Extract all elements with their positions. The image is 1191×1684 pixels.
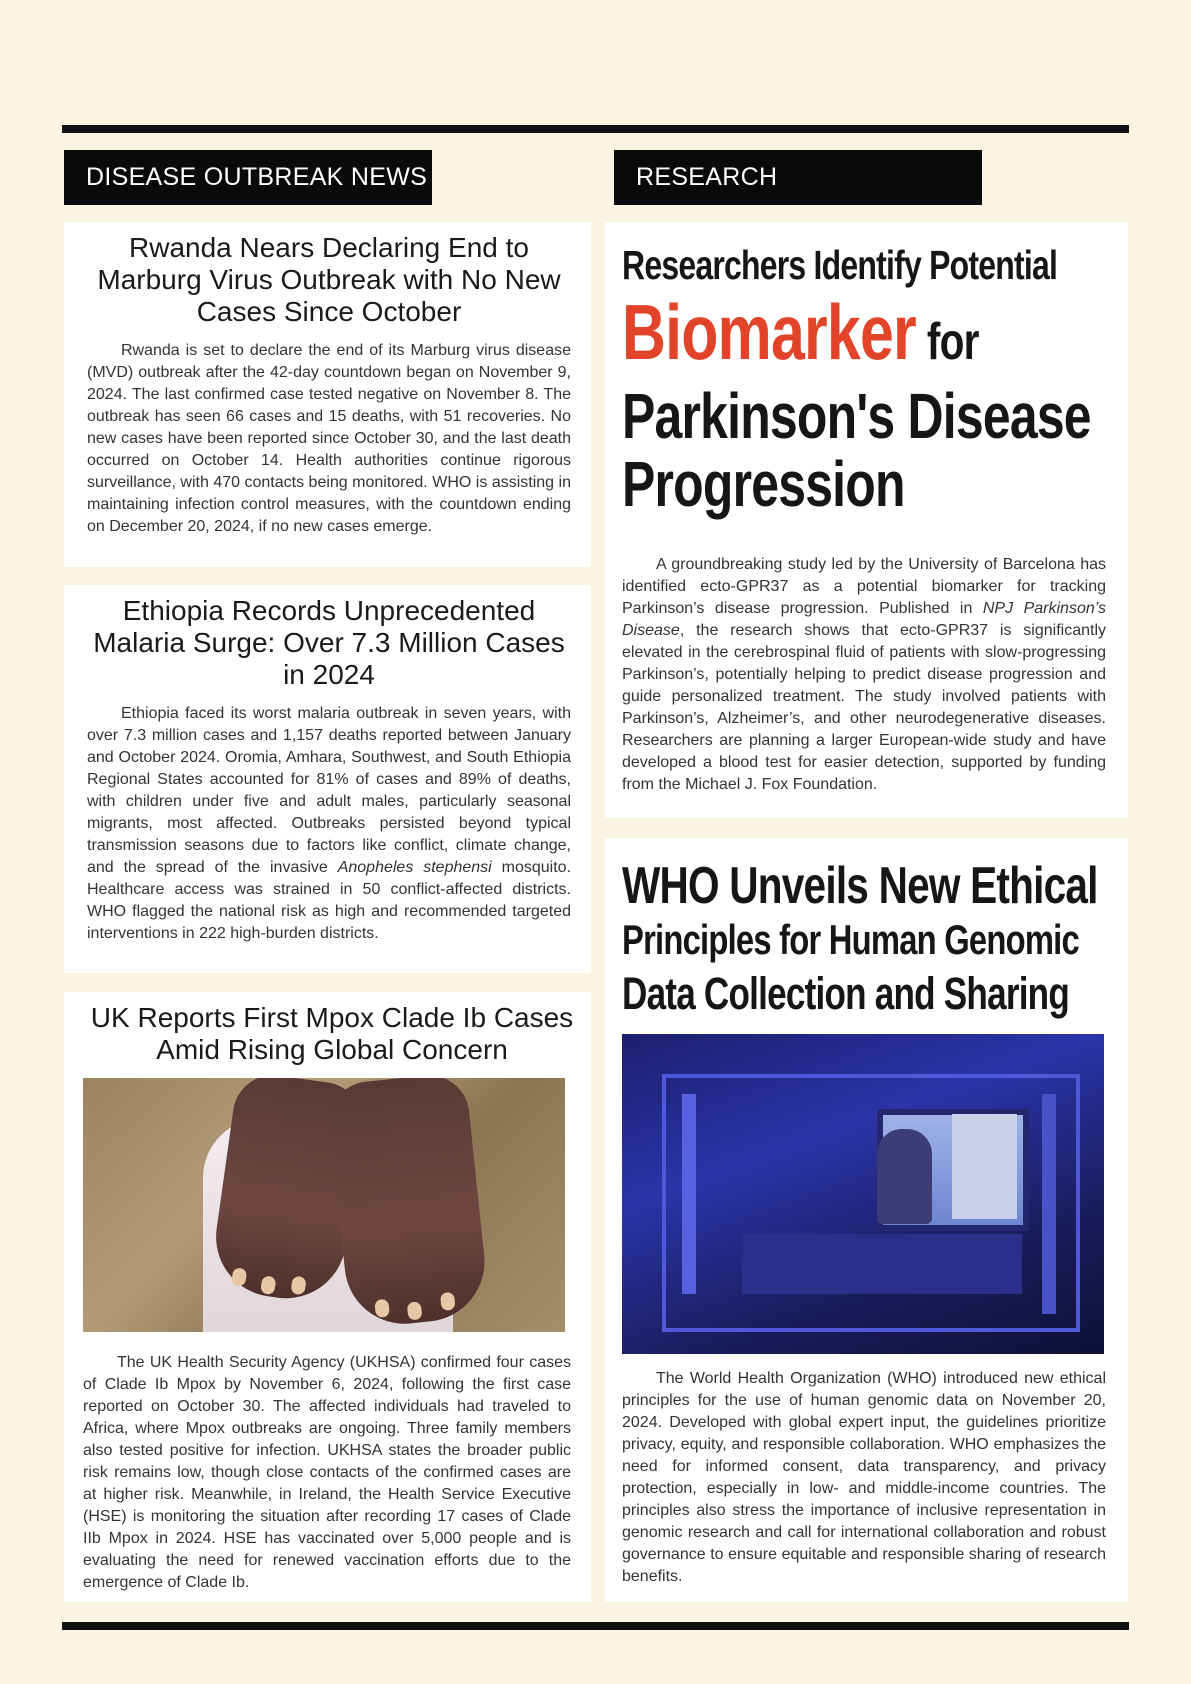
section-label-disease-outbreak: DISEASE OUTBREAK NEWS <box>64 150 432 205</box>
mpox-hands-photo <box>83 1078 565 1332</box>
fingernail <box>231 1267 247 1287</box>
headline-word: for <box>926 313 979 371</box>
article-body <box>622 554 1106 796</box>
photo-building <box>952 1114 1017 1219</box>
photo-beam <box>682 1094 696 1294</box>
article-title: UK Reports First Mpox Clade Ib Cases Amid Rising Global Concern <box>90 1002 574 1065</box>
photo-beam <box>1042 1094 1056 1314</box>
photo-bench <box>742 1234 1022 1294</box>
article-rwanda <box>64 222 591 567</box>
headline-line: Progression <box>622 448 905 520</box>
photo-person <box>877 1129 932 1224</box>
headline-line: Parkinson's Disease <box>622 380 1091 452</box>
headline-line: Principles for Human Genomic <box>622 916 1079 963</box>
fingernail <box>260 1275 276 1295</box>
article-parkinsons <box>605 222 1128 818</box>
article-body <box>87 703 571 945</box>
body-part: mosquito. Healthcare access was strained in 50 conflict-affected districts. WHO flagged the national risk as high and recommended targeted interventions in 222 high-burden districts. <box>87 859 572 942</box>
headline-line <box>622 288 1000 382</box>
journal-name: NPJ Parkinson’s Disease <box>622 600 1107 639</box>
body-part: , the research shows that ecto-GPR37 is significantly elevated in the cerebrospinal fluid of patients with slow-progressing Parkinson’s, potentially helping to predict disease progression and guide personalized treatment. The study involved patients with Parkinson’s, Alzheimer’s, and other neurodegenerative diseases. Researchers are planning a larger European-wide study and have developed a blood test for easier detection, supported by funding from the Michael J. Fox Foundation. <box>622 622 1106 793</box>
headline-accent-word: Biomarker <box>622 288 916 376</box>
bottom-rule <box>62 1622 1129 1630</box>
headline-line: Researchers Identify Potential <box>622 242 1058 288</box>
fingernail <box>374 1299 390 1318</box>
headline-line: Data Collection and Sharing <box>622 968 1070 1019</box>
article-title: Ethiopia Records Unprecedented Malaria Surge: Over 7.3 Million Cases in 2024 <box>93 595 565 690</box>
lab-equipment-photo <box>622 1034 1104 1354</box>
article-body: Rwanda is set to declare the end of its Marburg virus disease (MVD) outbreak after the 42-day countdown began on November 9, 2024. The last confirmed case tested negative on November 8. The outbreak has seen 66 cases and 15 deaths, with 51 recoveries. No new cases have been reported since October 30, and the last death occurred on October 14. Health authorities continue rigorous surveillance, with 470 contacts being monitored. WHO is assisting in maintaining infection control measures, with the countdown ending on December 20, 2024, if no new cases emerge. <box>87 342 571 535</box>
article-title: Rwanda Nears Declaring End to Marburg Virus Outbreak with No New Cases Since October <box>97 232 561 327</box>
section-label-research: RESEARCH <box>614 150 982 205</box>
fingernail <box>440 1292 456 1311</box>
article-body: The UK Health Security Agency (UKHSA) confirmed four cases of Clade Ib Mpox by November 6, 2024, following the first case reported on October 30. The affected individuals had traveled to Africa, where Mpox outbreaks are ongoing. Three family members also tested positive for infection. UKHSA states the broader public risk remains low, though close contacts of the confirmed cases are at higher risk. Meanwhile, in Ireland, the Health Service Executive (HSE) is monitoring the situation after recording 17 cases of Clade IIb Mpox in 2024. HSE has vaccinated over 5,000 people and is evaluating the need for renewed vaccination efforts due to the emergence of Clade Ib. <box>83 1354 571 1591</box>
fingernail <box>407 1301 423 1320</box>
top-rule <box>62 125 1129 133</box>
species-name: Anopheles stephensi <box>337 859 492 876</box>
body-part: A groundbreaking study led by the University of Barcelona has identified ecto-GPR37 as a potential biomarker for tracking Parkinson’s disease progression. Published in <box>622 556 1106 617</box>
article-ethiopia <box>64 585 591 973</box>
article-genomic <box>605 838 1128 1602</box>
headline-line: WHO Unveils New Ethical <box>622 857 1098 915</box>
body-part: Ethiopia faced its worst malaria outbreak in seven years, with over 7.3 million cases and 1,157 deaths reported between January and October 2024. Oromia, Amhara, Southwest, and South Ethiopia Regional States accounted for 81% of cases and 89% of deaths, with children under five and adult males, particularly seasonal migrants, most affected. Outbreaks persisted beyond typical transmission seasons due to factors like conflict, climate change, and the spread of the invasive <box>87 705 571 876</box>
fingernail <box>290 1276 306 1296</box>
article-mpox <box>64 992 591 1602</box>
article-body: The World Health Organization (WHO) introduced new ethical principles for the use of human genomic data on November 20, 2024. Developed with global expert input, the guidelines prioritize privacy, equity, and responsible collaboration. WHO emphasizes the need for informed consent, data transparency, and privacy protection, especially in low- and middle-income countries. The principles also stress the importance of inclusive representation in genomic research and call for international collaboration and robust governance to ensure equitable and responsible sharing of research benefits. <box>622 1370 1106 1585</box>
